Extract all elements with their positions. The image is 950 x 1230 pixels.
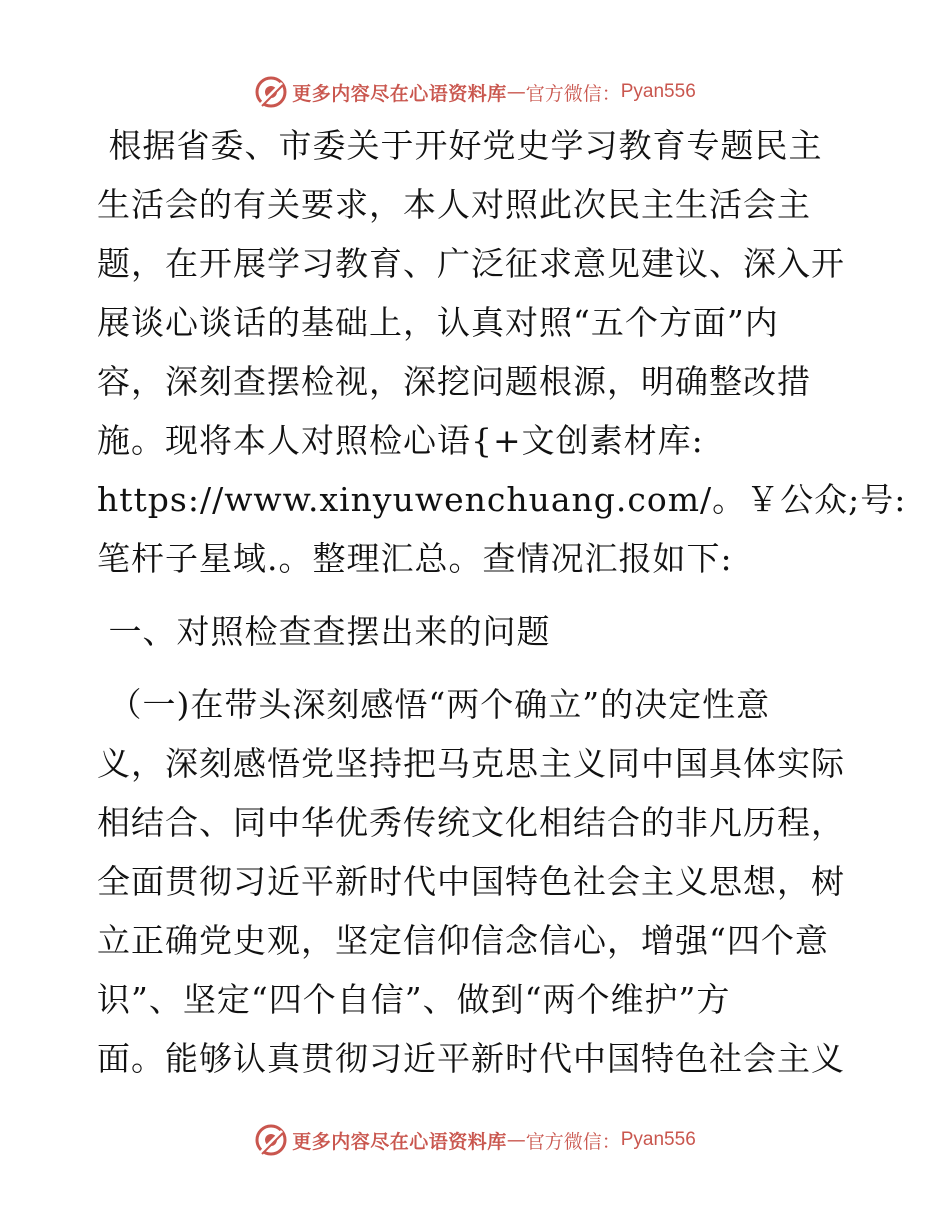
subsection-heading: （一)在带头深刻感悟“两个确立”的决定性意 bbox=[97, 685, 771, 724]
body-line: 根据省委、市委关于开好党史学习教育专题民主 bbox=[97, 126, 823, 165]
banner-account: Pyan556 bbox=[620, 1129, 696, 1150]
body-line: 义，深刻感悟党坚持把马克思主义同中国具体实际 bbox=[97, 744, 845, 783]
body-line: 笔杆子星域.。整理汇总。查情况汇报如下: bbox=[97, 539, 733, 578]
pen-logo-icon bbox=[254, 75, 288, 109]
section-heading: 一、对照检查查摆出来的问题 bbox=[97, 612, 551, 651]
pen-logo-icon bbox=[254, 1123, 288, 1157]
header-banner bbox=[0, 72, 950, 112]
banner-official-label: 官方微信： bbox=[525, 1130, 621, 1153]
banner-separator: — bbox=[506, 1129, 526, 1151]
body-line: 面。能够认真贯彻习近平新时代中国特色社会主义 bbox=[97, 1039, 845, 1078]
banner-title: 更多内容尽在心语资料库 bbox=[292, 1130, 507, 1153]
banner-title: 更多内容尽在心语资料库 bbox=[292, 82, 507, 105]
body-line: 生活会的有关要求，本人对照此次民主生活会主 bbox=[97, 185, 811, 224]
footer-banner bbox=[0, 1120, 950, 1160]
body-line: 施。现将本人对照检心语{+文创素材库: bbox=[97, 421, 704, 460]
body-line: 立正确党史观，坚定信仰信念信心，增强“四个意 bbox=[97, 921, 829, 960]
body-line: 题，在开展学习教育、广泛征求意见建议、深入开 bbox=[97, 244, 845, 283]
body-line: 识”、坚定“四个自信”、做到“两个维护”方 bbox=[97, 980, 731, 1019]
body-line: 展谈心谈话的基础上，认真对照“五个方面”内 bbox=[97, 303, 779, 342]
body-line: 相结合、同中华优秀传统文化相结合的非凡历程， bbox=[97, 803, 845, 842]
body-line: 全面贯彻习近平新时代中国特色社会主义思想，树 bbox=[97, 862, 845, 901]
banner-account: Pyan556 bbox=[620, 81, 696, 102]
body-line: https://www.xinyuwenchuang.com/。￥公众;号: bbox=[97, 480, 907, 519]
banner-separator: — bbox=[506, 81, 526, 103]
body-line: 容，深刻查摆检视，深挖问题根源，明确整改措 bbox=[97, 362, 811, 401]
banner-official-label: 官方微信： bbox=[525, 82, 621, 105]
